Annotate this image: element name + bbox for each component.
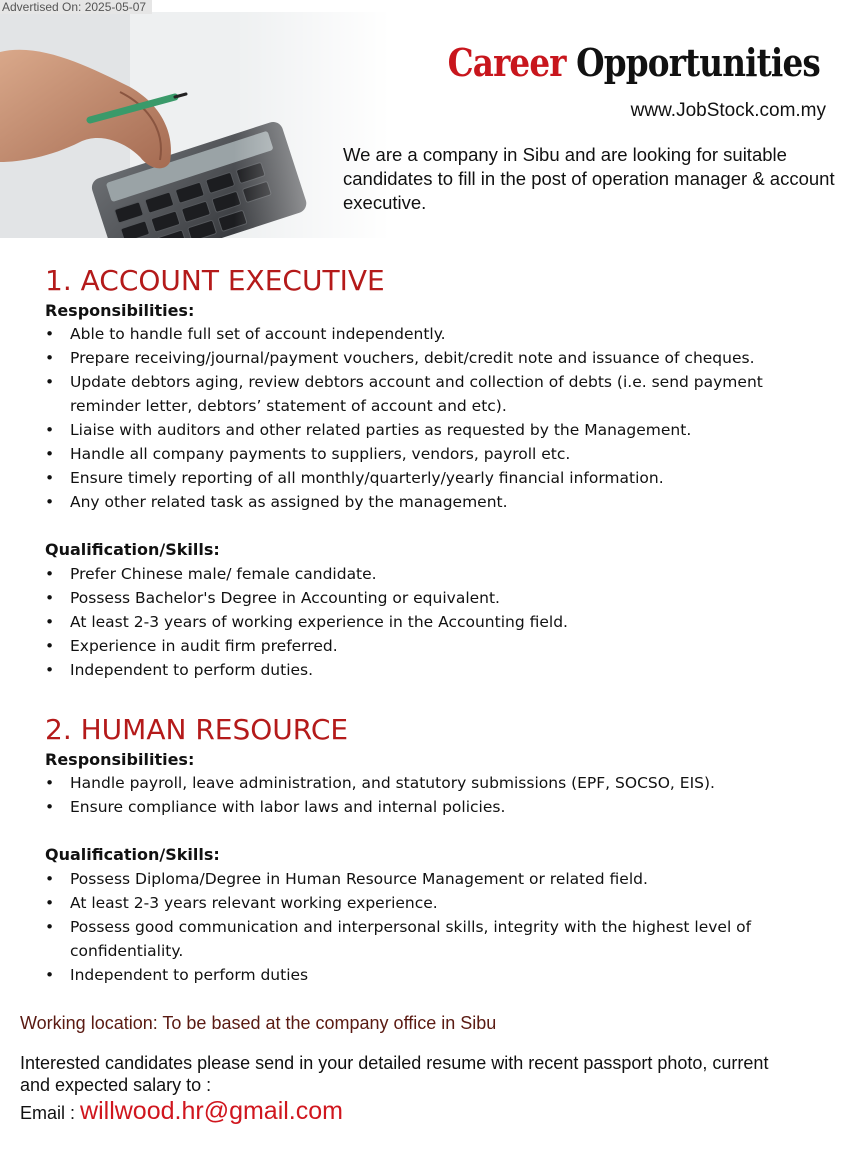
job2-responsibilities-heading: Responsibilities: [45, 750, 195, 769]
list-item: • Experience in audit firm preferred. [45, 634, 825, 658]
header-photo-calculator-hand [0, 12, 390, 238]
job-title-human-resource: 2. HUMAN RESOURCE [45, 713, 349, 746]
list-item: • Possess Diploma/Degree in Human Resource Management or related field. [45, 867, 805, 891]
job2-qualifications-heading: Qualification/Skills: [45, 845, 220, 864]
list-item: • Prefer Chinese male/ female candidate. [45, 562, 825, 586]
advertised-date-tag: Advertised On: 2025-05-07 [0, 0, 152, 14]
list-item: • Able to handle full set of account independently. [45, 322, 825, 346]
list-item: • Update debtors aging, review debtors account and collection of debts (i.e. send payment reminder letter, debtors’ statement of account and etc). [45, 370, 825, 418]
job1-responsibilities-heading: Responsibilities: [45, 301, 195, 320]
title-opportunities-word: Opportunities [576, 40, 820, 85]
page-title [448, 38, 820, 88]
list-item: • Handle all company payments to suppliers, vendors, payroll etc. [45, 442, 825, 466]
job1-qualifications-list [45, 562, 825, 682]
list-item: • Independent to perform duties. [45, 658, 825, 682]
list-item: • Any other related task as assigned by the management. [45, 490, 825, 514]
title-career-word: Career [447, 40, 566, 85]
working-location: Working location: To be based at the company office in Sibu [20, 1013, 497, 1033]
email-link[interactable]: willwood.hr@gmail.com [80, 1097, 343, 1125]
list-item: • Liaise with auditors and other related parties as requested by the Management. [45, 418, 825, 442]
list-item: • Prepare receiving/journal/payment vouchers, debit/credit note and issuance of cheques. [45, 346, 825, 370]
list-item: • Ensure timely reporting of all monthly/quarterly/yearly financial information. [45, 466, 825, 490]
job-title-account-executive: 1. ACCOUNT EXECUTIVE [45, 264, 385, 297]
application-instructions: Interested candidates please send in your detailed resume with recent passport photo, current and expected salary to : [20, 1053, 769, 1095]
job2-responsibilities-list [45, 771, 825, 819]
email-line [20, 1097, 343, 1126]
list-item: • Possess Bachelor's Degree in Accounting or equivalent. [45, 586, 825, 610]
website-link[interactable]: www.JobStock.com.my [630, 100, 826, 121]
list-item: • At least 2-3 years of working experience in the Accounting field. [45, 610, 825, 634]
list-item: • Handle payroll, leave administration, and statutory submissions (EPF, SOCSO, EIS). [45, 771, 825, 795]
list-item: • Possess good communication and interpersonal skills, integrity with the highest level of confidentiality. [45, 915, 805, 963]
job2-qualifications-list [45, 867, 805, 987]
list-item: • Ensure compliance with labor laws and internal policies. [45, 795, 825, 819]
job1-qualifications-heading: Qualification/Skills: [45, 540, 220, 559]
email-label: Email : [20, 1103, 76, 1123]
job1-responsibilities-list [45, 322, 825, 514]
list-item: • Independent to perform duties [45, 963, 805, 987]
company-intro: We are a company in Sibu and are looking for suitable candidates to fill in the post of operation manager & account executive. [343, 144, 835, 213]
list-item: • At least 2-3 years relevant working experience. [45, 891, 805, 915]
